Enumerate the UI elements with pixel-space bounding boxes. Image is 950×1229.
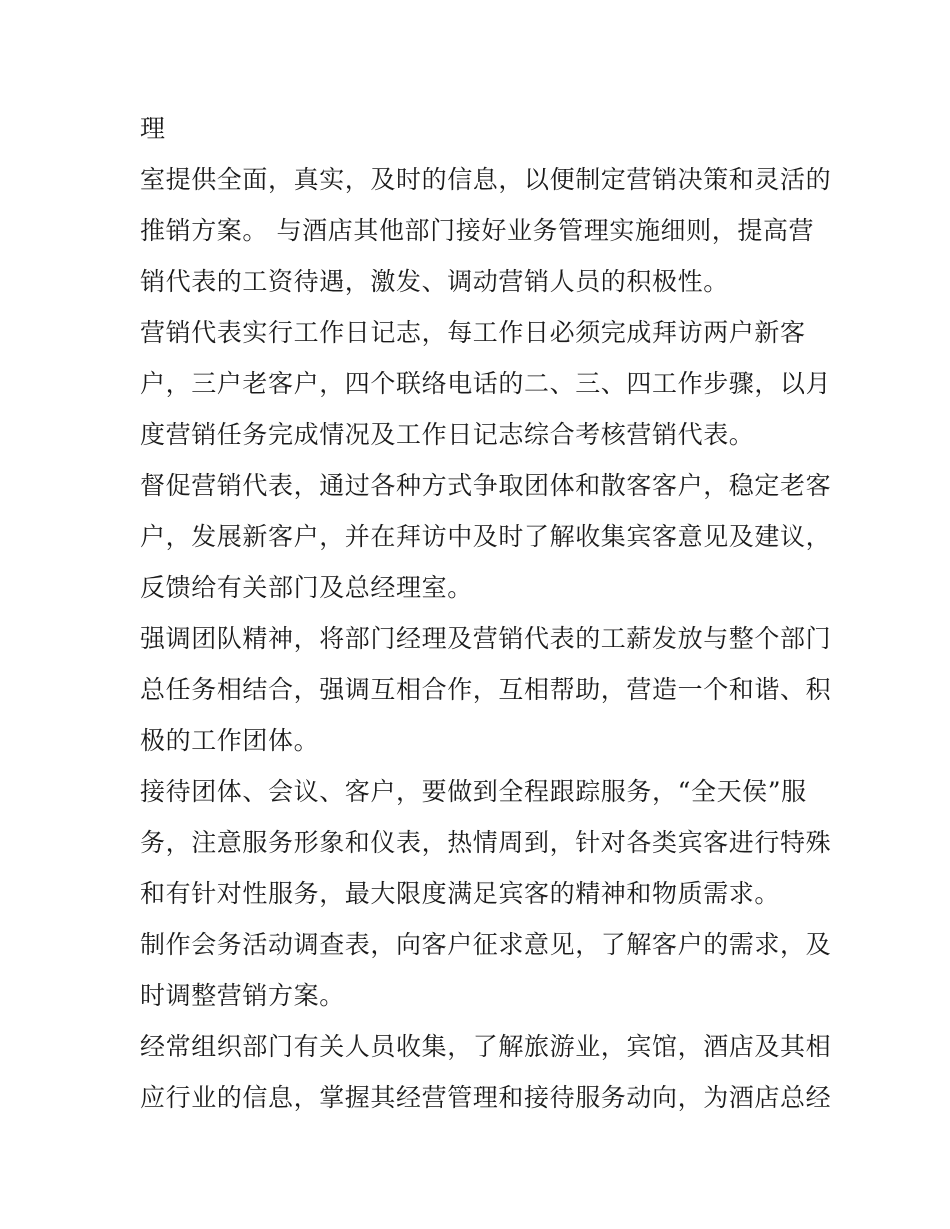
body-text <box>140 110 832 1130</box>
text-line: 户，发展新客户，并在拜访中及时了解收集宾客意见及建议， <box>140 522 832 551</box>
text-line: 推销方案。 与酒店其他部门接好业务管理实施细则，提高营 <box>140 216 815 245</box>
text-line: 制作会务活动调查表，向客户征求意见，了解客户的需求，及 <box>140 930 832 959</box>
text-line: 时调整营销方案。 <box>140 981 345 1010</box>
text-line: 接待团体、会议、客户，要做到全程跟踪服务，“全天侯”服 <box>140 777 807 806</box>
text-line: 营销代表实行工作日记志，每工作日必须完成拜访两户新客 <box>140 318 806 347</box>
text-line: 反馈给有关部门及总经理室。 <box>140 573 473 602</box>
text-line: 极的工作团体。 <box>140 726 320 755</box>
text-line: 室提供全面，真实，及时的信息，以便制定营销决策和灵活的 <box>140 165 832 194</box>
text-line: 户，三户老客户，四个联络电话的二、三、四工作步骤，以月 <box>140 369 832 398</box>
text-line: 经常组织部门有关人员收集，了解旅游业，宾馆，酒店及其相 <box>140 1032 832 1061</box>
text-line: 和有针对性服务，最大限度满足宾客的精神和物质需求。 <box>140 879 781 908</box>
text-line: 强调团队精神，将部门经理及营销代表的工薪发放与整个部门 <box>140 624 832 653</box>
text-line: 应行业的信息，掌握其经营管理和接待服务动向，为酒店总经 <box>140 1083 832 1112</box>
text-line: 总任务相结合，强调互相合作，互相帮助，营造一个和谐、积 <box>140 675 832 704</box>
text-line: 督促营销代表，通过各种方式争取团体和散客客户，稳定老客 <box>140 471 832 500</box>
text-line: 度营销任务完成情况及工作日记志综合考核营销代表。 <box>140 420 755 449</box>
text-line: 务，注意服务形象和仪表，热情周到，针对各类宾客进行特殊 <box>140 828 832 857</box>
text-line: 销代表的工资待遇，激发、调动营销人员的积极性。 <box>140 267 729 296</box>
text-line: 理 <box>140 114 166 143</box>
